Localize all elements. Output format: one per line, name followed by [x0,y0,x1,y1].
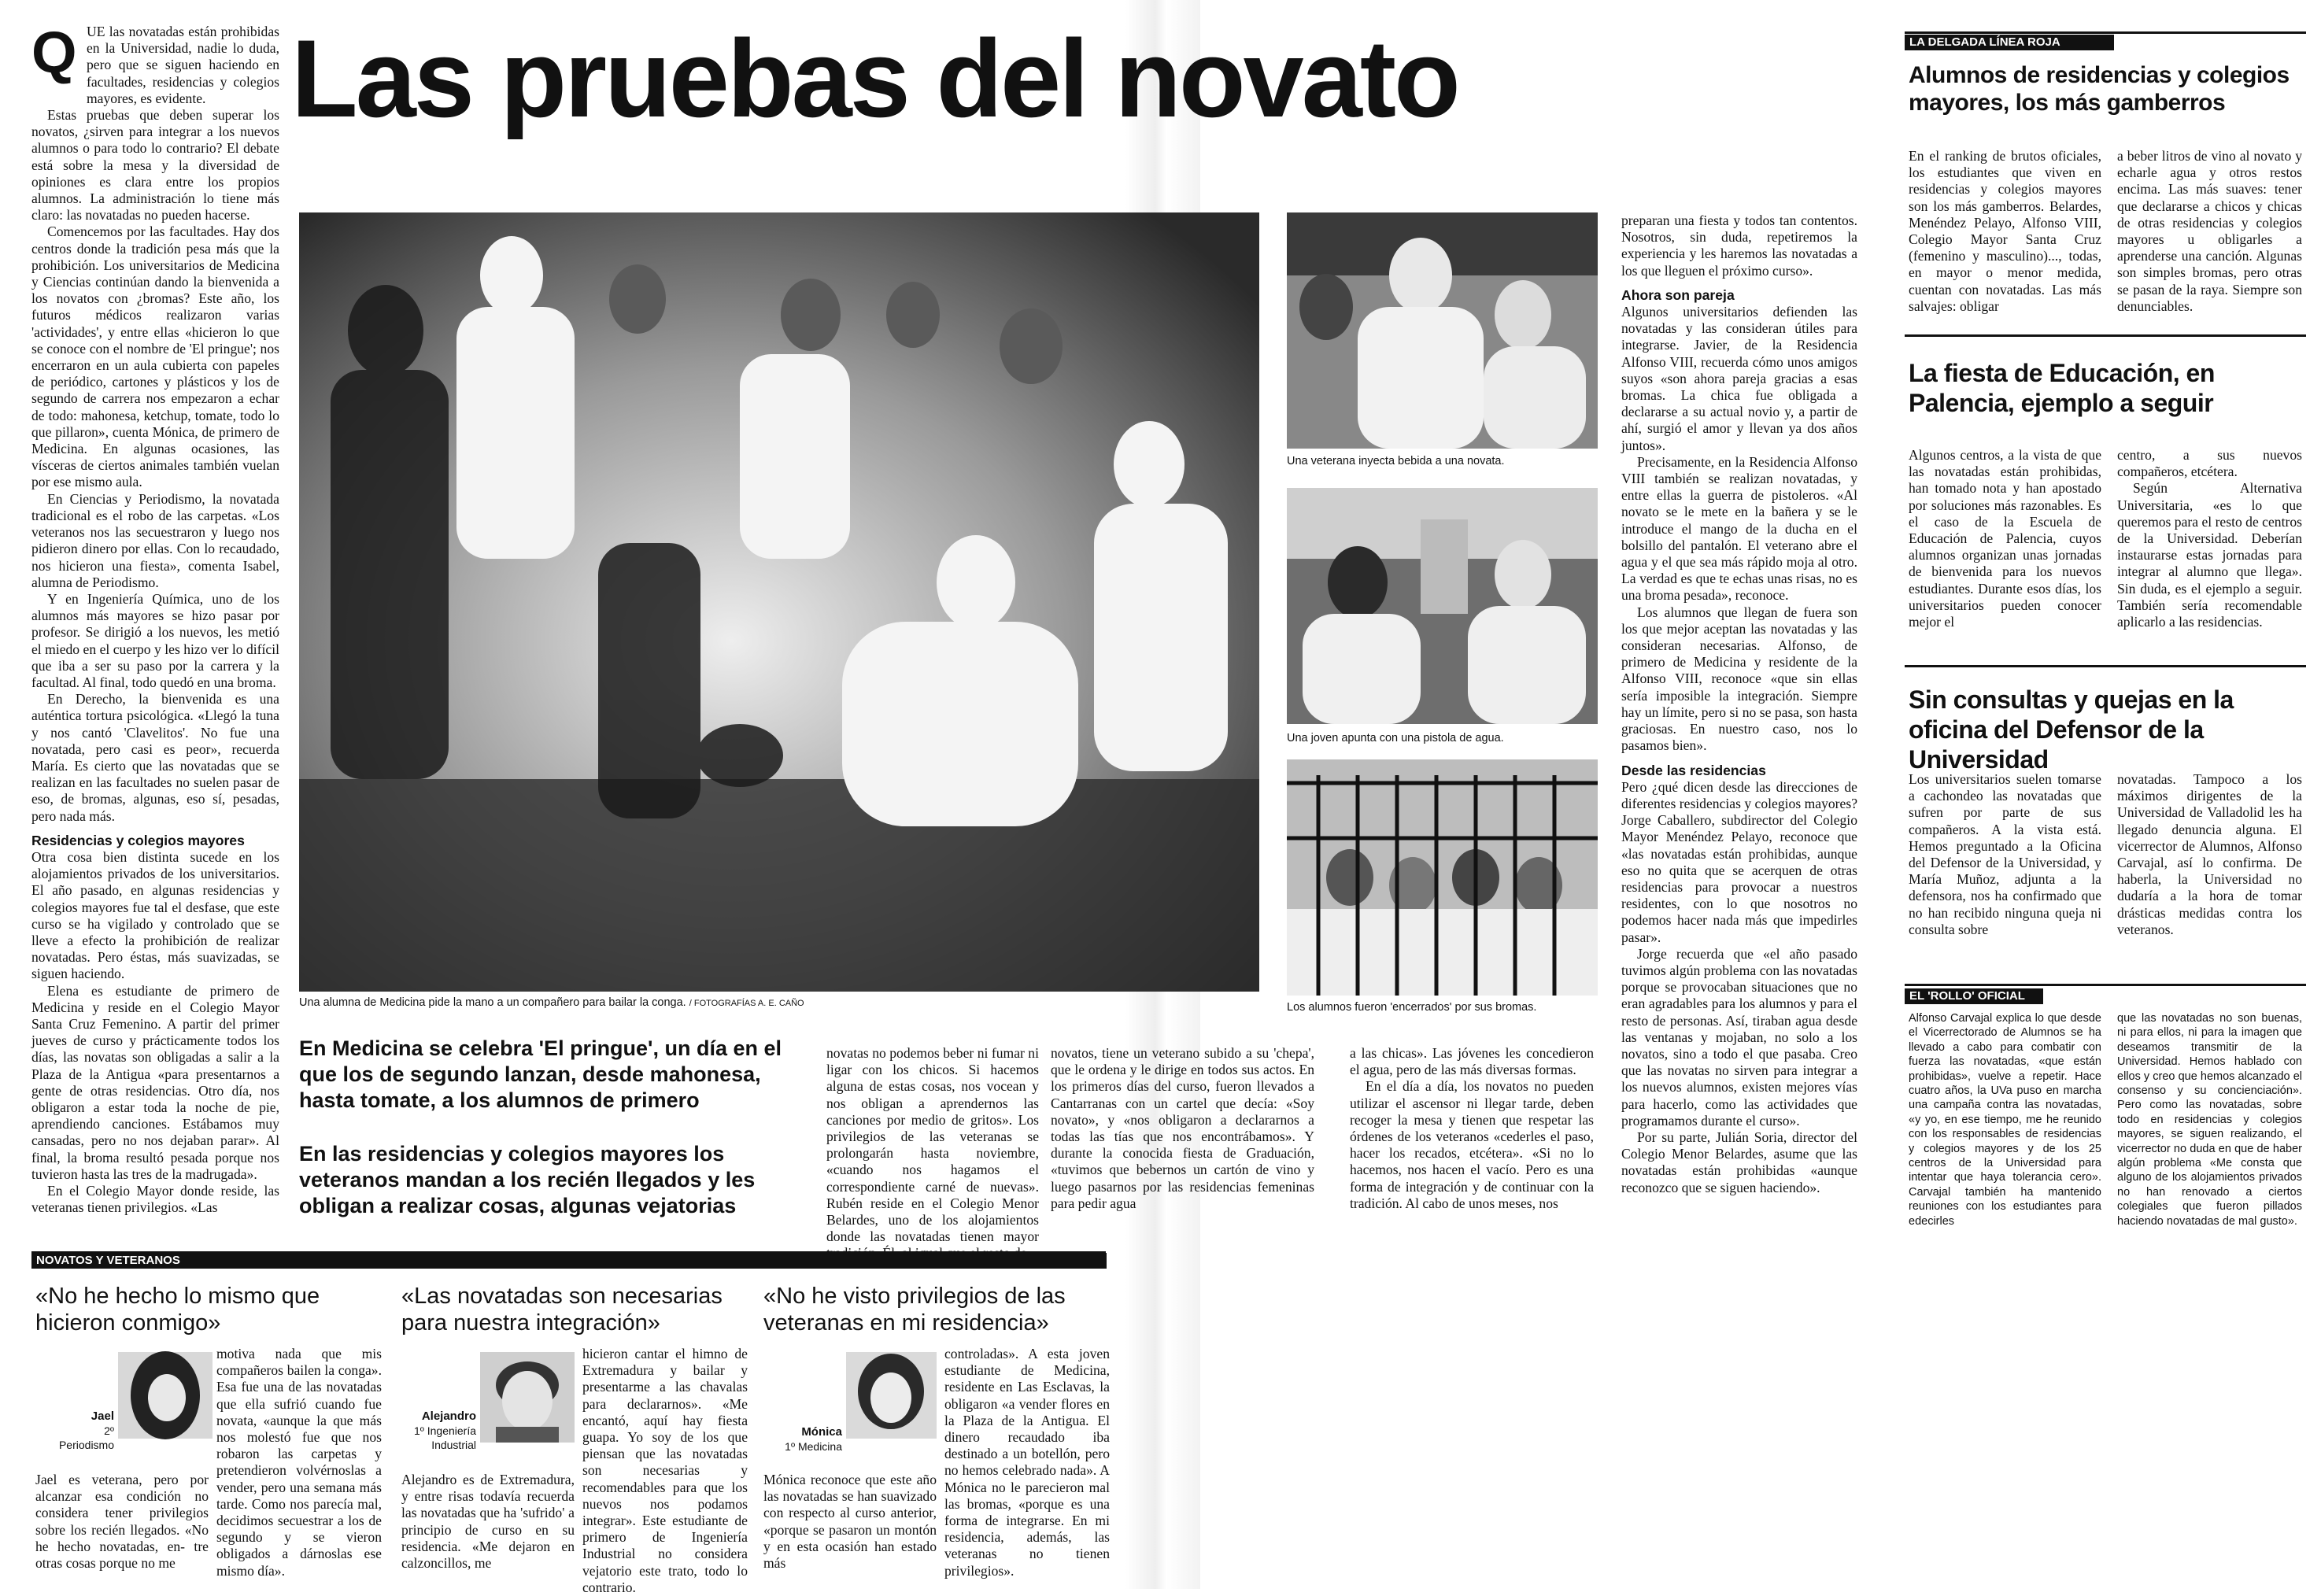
photo-pistola-graphic [1287,488,1598,724]
paragraph: Por su parte, Julián Soria, director del Colegio Menor Belardes, asume que las novatadas están prohibidas «aunque reconozco que se siguen haciendo». [1621,1129,1857,1195]
paragraph: Los alumnos que llegan de fuera son los que mejor aceptan las novatadas y las consideran necesarias. Alfonso, de primero de Medicina y residente de la Alfonso VIII, reconoce «que sin ellas sería imposible la integración. Siempre hay un límite, pero si no se pasa, son hasta graciosas. En nuestro caso, nos lo pasamos bien». [1621,604,1857,754]
person-study: Industrial [431,1439,476,1451]
subheading: Ahora son pareja [1621,286,1735,303]
sidebar-rule [1905,334,2306,337]
person-name: Alejandro [421,1409,476,1423]
paragraph: que las novatadas no son buenas, ni para ellos, ni para la imagen que deseamos transmitir de la Universidad. Hemos hablado con ellos y creo que hemos alcanzado el consenso y su concienciación». Pero como las novatadas, sobre todo en residencias y colegios mayores, se siguen realizando, el vicerrector no duda en que de haber algún problema «Me consta que alguno de los alojamientos privados no han renovado a ciertos colegiales que fueron pillados haciendo novatadas de mal gusto». [2117,1012,2302,1228]
paragraph: motiva nada que mis compañeros bailen la conga». Esa fue una de las novatadas que ella sufrió cuando fue novata, «aunque la que más nos molestó fue que nos robaron las carpetas y pretendieron volvérnoslas a vender, pero una semana más tarde. Como nos parecía mal, decidimos secuestrar a los de segundo y se vieron obligados a dárnoslas ese mismo día». [216,1346,382,1579]
sidebar-column [1909,148,2101,360]
sidebar-column [1909,1011,2101,1255]
sidebar-heading: Alumnos de residencias y colegios mayores, los más gamberros [1909,62,2290,116]
deck-2: En las residencias y colegios mayores los veteranos mandan a los recién llegados y les obligan a realizar cosas, algunas vejatorias [299,1142,756,1217]
paragraph: Los universitarios suelen tomarse a cachondeo las novatadas que sufren por parte de sus compañeros. A la vista está. Hemos preguntado a la Oficina del Defensor de la Universidad, y María Muñoz, adjunta a la defensora, nos ha confirmado que no han recibido ninguna queja ni consulta sobre [1909,771,2101,937]
photo-veterana [1287,212,1598,449]
quote-column [763,1472,937,1582]
portrait-jael-graphic [118,1352,213,1439]
paragraph: Otra cosa bien distinta sucede en los alojamientos privados de los universitarios. El año pasado, en algunas residencias y colegios mayores fue tal el desfase, que este curso se ha vigilado y controlado que se lleve a efecto la prohibición de realizar novatadas. Pero éstas, más suavizadas, se siguen haciendo. [31,848,279,982]
sidebar-rule [1905,31,2306,34]
article-column-b [1051,1045,1314,1250]
photo-credit: / FOTOGRAFÍAS A. E. CAÑO [689,999,804,1008]
paragraph: centro, a sus nuevos compañeros, etcétera. [2117,447,2302,480]
lead-paragraph: UE las novatadas están prohibidas en la Universidad, nadie lo duda, pero que se siguen haciendo en facultades, residencias y colegios mayores, es evidente. [87,24,279,106]
person-course: 1º Ingeniería [413,1424,476,1437]
paragraph: a beber litros de vino al novato y echarle agua y otros restos encima. Las más suaves: tener que declararse a chicos y chicas de otras residencias y colegios mayores u obligarles a aprenderse una canción. Algunas son simples bromas, pero otras se pasan de la raya. Siempre son denunciables. [2117,148,2302,314]
paragraph: Alfonso Carvajal explica lo que desde el Vicerrectorado de Alumnos se ha llevado a cabo para combatir con fuerza las novatadas, «que están prohibidas», vuelve a repetir. Hace cuatro años, la UVa puso en marcha una campaña contra las novatadas, «y yo, en ese tiempo, me he reunido con los responsables de residencias y colegios mayores y de los 25 centros de la Universidad para intentar que haya tolerancia cero». Carvajal también ha mantenido reuniones con los estudiantes para edecirles [1909,1012,2101,1228]
person-name-2 [397,1409,476,1452]
person-course: 1º Medicina [785,1440,842,1453]
paragraph: En Derecho, la bienvenida es una auténtica tortura psicológica. «Llegó la tuna y nos cantó 'Clavelitos'. No fue una novatada, pero casi es peor», recuerda María. Es cierto que las novatadas que se realizan en las facultades no suelen pasar de eso, de bromas, algunas, eso sí, pesadas, pero nada más. [31,691,279,824]
sidebar-heading: Sin consultas y quejas en la oficina del Defensor de la Universidad [1909,685,2234,774]
quote-heading-2: «Las novatadas son necesarias para nuestra integración» [401,1284,723,1336]
paragraph: controladas». A esta joven estudiante de Medicina, residente en Las Esclavas, la obligaron «a vender flores en la Plaza de la Antigua. El dinero recaudado iba destinado a un botellón, pero no hemos celebrado nada». A Mónica no le parecieron mal las bromas, «porque es una forma de integrarse. En mi residencia, además, las veteranas no tienen privilegios». [944,1346,1110,1579]
quote-column [582,1346,748,1595]
paragraph: En el día a día, los novatos no pueden utilizar el ascensor ni llegar tarde, deben recoger la mesa y tienen que respetar las órdenes de los veteranos «cederles el paso, hacer los recados, etcétera». «Si no lo hacemos, nos hacen el vacío. Pero es una forma de integración y de continuar con la tradición. Al cabo de unos meses, nos [1350,1078,1594,1211]
sidebar-rule [1905,665,2306,667]
main-photo-caption [299,996,1259,1010]
photo-pistola [1287,488,1598,724]
headline: Las pruebas del novato [291,17,1458,140]
sidebar-rule [1905,984,2306,986]
sidebar-column [1909,771,2101,944]
person-name-3 [759,1424,842,1454]
person-name: Jael [91,1409,114,1423]
paragraph: Mónica reconoce que este año las novatadas se han suavizado con respecto al curso anterior, «porque se pasaron un montón y en esta ocasión han estado más [763,1472,937,1572]
paragraph: Algunos universitarios defienden las novatadas y las consideran útiles para integrarse. Javier, de la Residencia Alfonso VIII, recuerda cómo unos amigos suyos «son ahora pareja gracias a esas bromas. La chica fue obligada a declararse a su actual novio y, a partir de ahí, surgió el amor y llevan ya dos años juntos». [1621,304,1857,453]
paragraph: novatas no podemos beber ni fumar ni ligar con los chicos. Si hacemos alguna de estas cosas, nos vocean y nos obligan a aprendernos las canciones por medio de gritos». Los privilegios de las veteranas se prolongarán hasta noviembre, «cuando nos hagamos el correspondiente carné de nuevas». Rubén reside en el Colegio Menor Belardes, uno de los alojamientos donde las novatadas tienen mayor [826,1045,1039,1245]
person-study: Periodismo [58,1439,114,1451]
paragraph: Y en Ingeniería Química, uno de los alumnos más mayores se hizo pasar por profesor. Se dirigió a los nuevos, les metió el miedo en el cuerpo y les hizo ver lo difícil que iba a ser su paso por la carrera y la facultad. Al final, todo quedó en una broma. [31,590,279,690]
sidebar-label: EL 'ROLLO' OFICIAL [1905,988,2043,1004]
paragraph: novatadas. Tampoco a los máximos dirigentes de la Universidad de Valladolid les ha llegado denuncia alguna. El vicerrector de Alumnos, Alfonso Carvajal, así lo confirma. De haberla, la Universidad no dudaría a la hora de tomar drásticas medidas contra los veteranos. [2117,771,2302,937]
paragraph: Elena es estudiante de primero de Medicina y reside en el Colegio Mayor Santa Cruz Femenino. A partir del primer jueves de curso y prácticamente todos los días, las novatas son obligadas a salir a la Plaza de la Antigua «para presentarnos a gente de otras residencias. Otro día, nos obligaron a estar toda la noche de pie, aprendiendo canciones. Estábamos muy cansadas, pero no nos dejaban parar». Al final, la broma resultó pesada porque nos tuvieron hasta las tres de la madrugada». [31,982,279,1182]
deck-1: En Medicina se celebra 'El pringue', un día en el que los de segundo lanzan, desde mahonesa, hasta tomate, a los alumnos de primero [299,1036,782,1112]
person-name-1 [35,1409,114,1452]
photo-encerrados-graphic [1287,759,1598,996]
bottom-label: NOVATOS Y VETERANOS [31,1253,1107,1269]
paragraph: Precisamente, en la Residencia Alfonso VIII también se realizan novatadas, y entre ellas la guerra de pistoleros. «Al novato se le mete en la bañera y se le introduce el mango de la ducha en el bolsillo del pantalón. El veterano abre el agua y el que sea más rápido moja al otro. La verdad es que te echas unas risas, no es una broma pesada», reconoce. [1621,453,1857,604]
subheading: Residencias y colegios mayores [31,832,245,848]
sidebar-column [1909,447,2101,683]
paragraph: Estas pruebas que deben superar los novatos, ¿sirven para integrar a los nuevos alumnos o para todo lo contrario? El debate está sobre la mesa y la diversidad de opiniones es clara entre los propios alumnos. La administración lo tiene más claro: las novatadas no pueden hacerse. [31,107,279,224]
caption-text: Una alumna de Medicina pide la mano a un compañero para bailar la conga. [299,996,686,1009]
quote-column [944,1346,1110,1582]
sidebar-column [2117,771,2302,944]
paragraph: En el Colegio Mayor donde reside, las veteranas tienen privilegios. «Las [31,1183,279,1216]
paragraph: Pero ¿qué dicen desde las direcciones de diferentes residencias y colegios mayores? Jorge Caballero, subdirector del Colegio Mayor Menéndez Pelayo, reconoce que «las novatadas están prohibidas, aunque eso no quita que se acerquen de otras residencias para provocar a nuestros residentes, con lo que nosotros no podemos hacer nada más que impedirles pasar». [1621,778,1857,945]
paragraph: hicieron cantar el himno de Extremadura y bailar y presentarme a las chavalas para declararnos». «Me encantó, aquí hay fiesta guapa. Yo soy de los que piensan que las novatadas son necesarias y recomendables para que los nuevos nos podamos integrar». Este estudiante de primero de Ingeniería Industrial no considera vejatorio este trato, todo lo contrario. [582,1346,748,1595]
paragraph: preparan una fiesta y todos tan contentos. Nosotros, sin duda, repetiremos la experiencia y les haremos las novatadas a los que lleguen el próximo curso». [1621,212,1857,279]
sidebar-column [2117,148,2302,360]
sidebar-heading: La fiesta de Educación, en Palencia, ejemplo a seguir [1909,359,2215,417]
paragraph: Alejandro es de Extremadura, y entre risas todavía recuerda las novatadas que ha 'sufrido' a principio de curso en su residencia. «Me dejaron en calzoncillos, me [401,1472,575,1572]
portrait-alejandro [480,1352,575,1443]
quote-heading-1: «No he hecho lo mismo que hicieron conmigo» [35,1284,320,1336]
subheading: Desde las residencias [1621,762,1766,778]
paragraph: Jorge recuerda que «el año pasado tuvimos algún problema con las novatadas porque se provocaban situaciones que no eran agradables para los alumnos y para el resto de personas. Así, tiraban agua desde las ventanas y mojaban, no solo a los novatos, sino a todo el que pasaba. Creo que las novatas no sirven para integrar a los nuevos alumnos, existen mejores vías para hacerlo, como las actividades que programamos durante el curso». [1621,945,1857,1129]
quote-column [35,1472,209,1582]
sidebar-column [2117,447,2302,683]
paragraph: Jael es veterana, pero por alcanzar esa condición no considera tener privilegios sobre los recién llegados. «No he hecho novatadas, en- tre otras cosas porque no me [35,1472,209,1572]
quote-column [401,1472,575,1582]
article-column-a [826,1045,1039,1250]
person-name: Mónica [801,1425,842,1439]
sidebar-column [2117,1011,2302,1255]
caption-encerrados: Los alumnos fueron 'encerrados' por sus bromas. [1287,1001,1537,1014]
paragraph: Comencemos por las facultades. Hay dos centros donde la tradición pesa más que la prohibición. Los universitarios de Medicina y Ciencias continúan dando la bienvenida a los novatos con ¿bromas? Este año, los futuros médicos realizaron varias 'actividades', y entre ellas «hicieron lo que se conoce con el nombre de 'El pringue'; nos encerraron en un aula cubierta con papeles de periódico, cartones y plásticos y los de segundo de carrera nos empezaron a echar de todo: mahonesa, ketchup, tomate, todo lo que pillaron», cuenta Mónica, de primero de Medicina. En algunas ocasiones, las vísceras de ciertos animales también vuelan por ese mismo aula. [31,224,279,490]
portrait-jael [118,1352,213,1439]
photo-encerrados [1287,759,1598,996]
main-photo [299,212,1259,992]
article-column-d [1621,212,1857,1259]
photo-veterana-graphic [1287,212,1598,449]
quote-column [216,1346,382,1582]
paragraph: Algunos centros, a la vista de que las novatadas están prohibidas, han tomado nota y han apostado por soluciones más razonables. Es el caso de la Escuela de Educación de Palencia, cuyos alumnos organizan unas jornadas de bienvenida para los nuevos estudiantes. Durante esos días, los universitarios pueden conocer mejor el [1909,447,2101,630]
paragraph: En Ciencias y Periodismo, la novatada tradicional es el robo de las carpetas. «Los veteranos nos las secuestraron y luego nos pidieron dinero por ellas. Con lo recaudado, nos hicieron una fiesta», comenta Isabel, alumna de Periodismo. [31,490,279,590]
paragraph: a las chicas». Las jóvenes les concedieron el agua, pero de las más diversas formas. [1350,1045,1594,1078]
paragraph: novatos, tiene un veterano subido a su 'chepa', que le ordena y le dirige en todos sus actos. En los primeros días del curso, fueron llevados a Cantarranas con un cartel que decía: «Soy novato», y «nos obligaron a declararnos a todas las tías que nos encontrábamos». Y durante la conocida fiesta de Graduación, «tuvimos que bebernos un cartón de vino y luego pasarnos por las residencias femeninas para pedir agua [1051,1045,1314,1211]
person-course: 2º [104,1424,114,1437]
quote-heading-3: «No he visto privilegios de las veteranas en mi residencia» [763,1284,1066,1336]
article-column-1 [31,20,279,1236]
portrait-monica-graphic [846,1352,937,1439]
caption-pistola: Una joven apunta con una pistola de agua. [1287,732,1504,744]
paragraph: En el ranking de brutos oficiales, los estudiantes que viven en residencias y colegios mayores son los más gamberros. Belardes, Menéndez Pelayo, Alfonso VIII, Colegio Mayor Santa Cruz (femenino y masculino)..., todas, en mayor o menor medida, cuentan con novatadas. Las más salvajes: obligar [1909,148,2101,314]
paragraph: Según Alternativa Universitaria, «es lo que queremos para el resto de centros de la Universidad. Deberían instaurarse estas jornadas para integrar al alumno que llega». Sin duda, es el ejemplo a seguir. También sería recomendable aplicarlo a las residencias. [2117,480,2302,630]
sidebar-label: LA DELGADA LÍNEA ROJA [1905,35,2114,50]
portrait-monica [846,1352,937,1439]
drop-cap: Q [31,20,77,85]
main-photo-graphic [299,212,1259,992]
portrait-alejandro-graphic [480,1352,575,1443]
article-column-c [1350,1045,1594,1250]
caption-veterana: Una veterana inyecta bebida a una novata. [1287,455,1505,467]
